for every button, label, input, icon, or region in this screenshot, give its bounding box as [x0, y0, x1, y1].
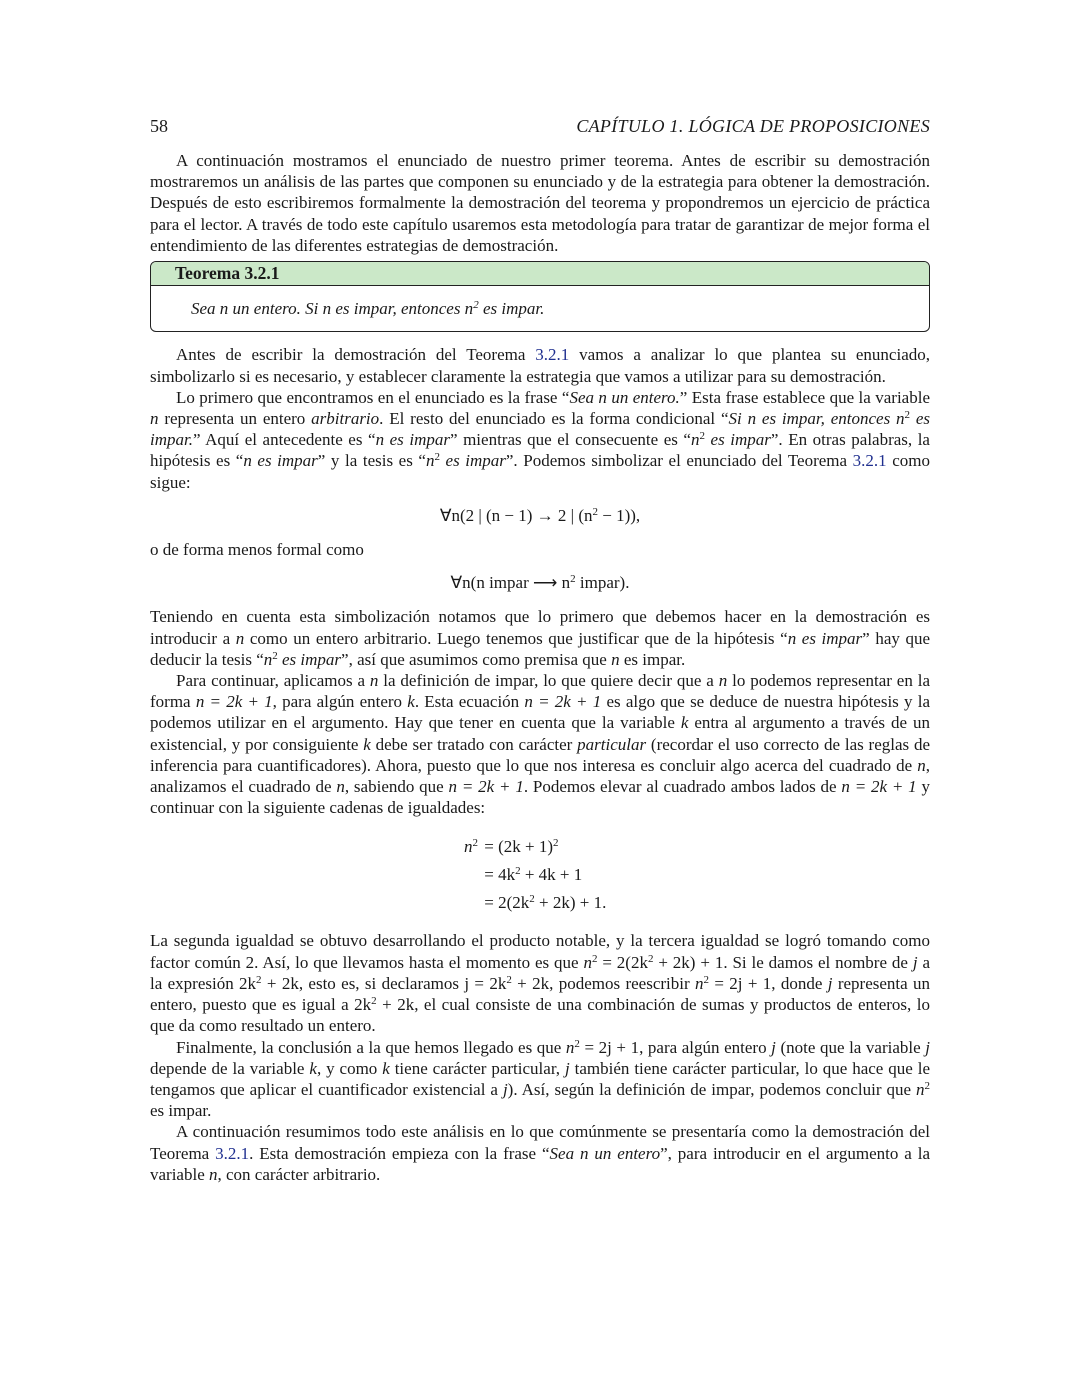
equality-paragraph: La segunda igualdad se obtuvo desarrollando el producto notable, y la tercera igualdad se logró tomando como factor común 2. Así, lo que llevamos hasta el momento es que $n^2 = 2(2k^2 + 2k) + 1$. Si le damos el nombre de j a la expresión $2k^2 + 2k$, esto es, si declaramos $j = 2k^2 + 2k$, podemos reescribir $n^2 = 2j + 1$, donde j representa un entero, puesto que es igual a $2k^2 + 2k$, el cual consiste de una combinación de sumas y productos de enteros, lo que da como resultado un entero.: [150, 931, 931, 1036]
formula-formal: ∀n(2 | (n − 1) → 2 | $(n^2 - 1)$),: [439, 505, 641, 525]
theorem-ref-link[interactable]: 3.2.1: [852, 451, 887, 471]
equation-row: = $4k^2 + 4k + 1$: [484, 864, 583, 884]
theorem-statement: Sea n un entero. Si n es impar, entonces $n^2$ es impar.: [191, 299, 545, 319]
theorem-ref-link[interactable]: 3.2.1: [215, 1143, 250, 1163]
theorem-box: [150, 261, 930, 332]
analysis-paragraph: Antes de escribir la demostración del Teorema 3.2.1 vamos a analizar lo que plantea su enunciado, simbolizarlo si es necesario, y establecer claramente la estrategia que vamos a utilizar para su demostración.: [150, 345, 931, 386]
page-number: 58: [150, 116, 168, 136]
formula-informal: ∀n(n impar ⟶ $n^2$ impar).: [450, 573, 630, 593]
statement-paragraph: Lo primero que encontramos en el enunciado es la frase “Sea n un entero.” Esta frase establece que la variable n representa un entero arbitrario. El resto del enunciado es la forma condicional “Si n es impar, entonces $n^2$ es impar.” Aquí el antecedente es “n es impar” mientras que el consecuente es “$n^2$ es impar”. En otras palabras, la hipótesis es “n es impar” y la tesis es “$n^2$ es impar”. Podemos simbolizar el enunciado del Teorema 3.2.1 como sigue:: [150, 387, 931, 492]
intro-paragraph: A continuación mostramos el enunciado de nuestro primer teorema. Antes de escribir su demostración mostraremos un análisis de las partes que componen su enunciado y de la estrategia para obtener la demostración. Después de esto escribiremos formalmente la demostración del teorema y propondremos un ejercicio de práctica para el lector. A través de todo este capítulo usaremos esta metodología para tratar de garantizar de mejor forma el entendimiento de las diferentes estrategias de demostración.: [150, 151, 930, 255]
page-body: [150, 150, 930, 1185]
strategy-paragraph: Teniendo en cuenta esta simbolización notamos que lo primero que debemos hacer en la demostración es introducir a n como un entero arbitrario. Luego tenemos que justificar que de la hipótesis “n es impar” hay que deducir la tesis “$n^2$ es impar”, así que asumimos como premisa que n es impar.: [150, 607, 931, 669]
equation-chain: [150, 832, 930, 916]
theorem-ref-link[interactable]: 3.2.1: [535, 345, 570, 365]
definition-paragraph: Para continuar, aplicamos a n la definición de impar, lo que quiere decir que a n lo podemos representar en la forma n = 2k + 1, para algún entero k. Esta ecuación n = 2k + 1 es algo que se deduce de nuestra hipótesis y la podemos utilizar en el argumento. Hay que tener en cuenta que la variable k entra al argumento a través de un existencial, y por consiguiente k debe ser tratado con carácter particular (recordar el uso correcto de las reglas de inferencia para cuantificadores). Ahora, puesto que lo que nos interesa es concluir algo acerca del cuadrado de n, analizamos el cuadrado de n, sabiendo que n = 2k + 1. Podemos elevar al cuadrado ambos lados de n = 2k + 1 y continuar con la siguiente cadenas de igualdades:: [150, 671, 930, 818]
equation-row: = $2(2k^2 + 2k) + 1$.: [484, 892, 607, 912]
conclusion-paragraph: Finalmente, la conclusión a la que hemos llegado es que $n^2 = 2j + 1$, para algún entero j (note que la variable j depende de la variable k, y como k tiene carácter particular, j también tiene carácter particular, lo que hace que le tengamos que aplicar el cuantificador existencial a j). Así, según la definición de impar, podemos concluir que $n^2$ es impar.: [150, 1037, 930, 1121]
equation-row: $n^2$ = $(2k + 1)^2$: [464, 836, 559, 856]
page-header: [150, 116, 930, 138]
chapter-title: CAPÍTULO 1. LÓGICA DE PROPOSICIONES: [576, 116, 930, 136]
informal-lead: o de forma menos formal como: [150, 540, 364, 560]
theorem-title: Teorema 3.2.1: [151, 262, 929, 286]
summary-paragraph: A continuación resumimos todo este análisis en lo que comúnmente se presentaría como la demostración del Teorema 3.2.1. Esta demostración empieza con la frase “Sea n un entero”, para introducir en el argumento a la variable n, con carácter arbitrario.: [150, 1122, 930, 1184]
